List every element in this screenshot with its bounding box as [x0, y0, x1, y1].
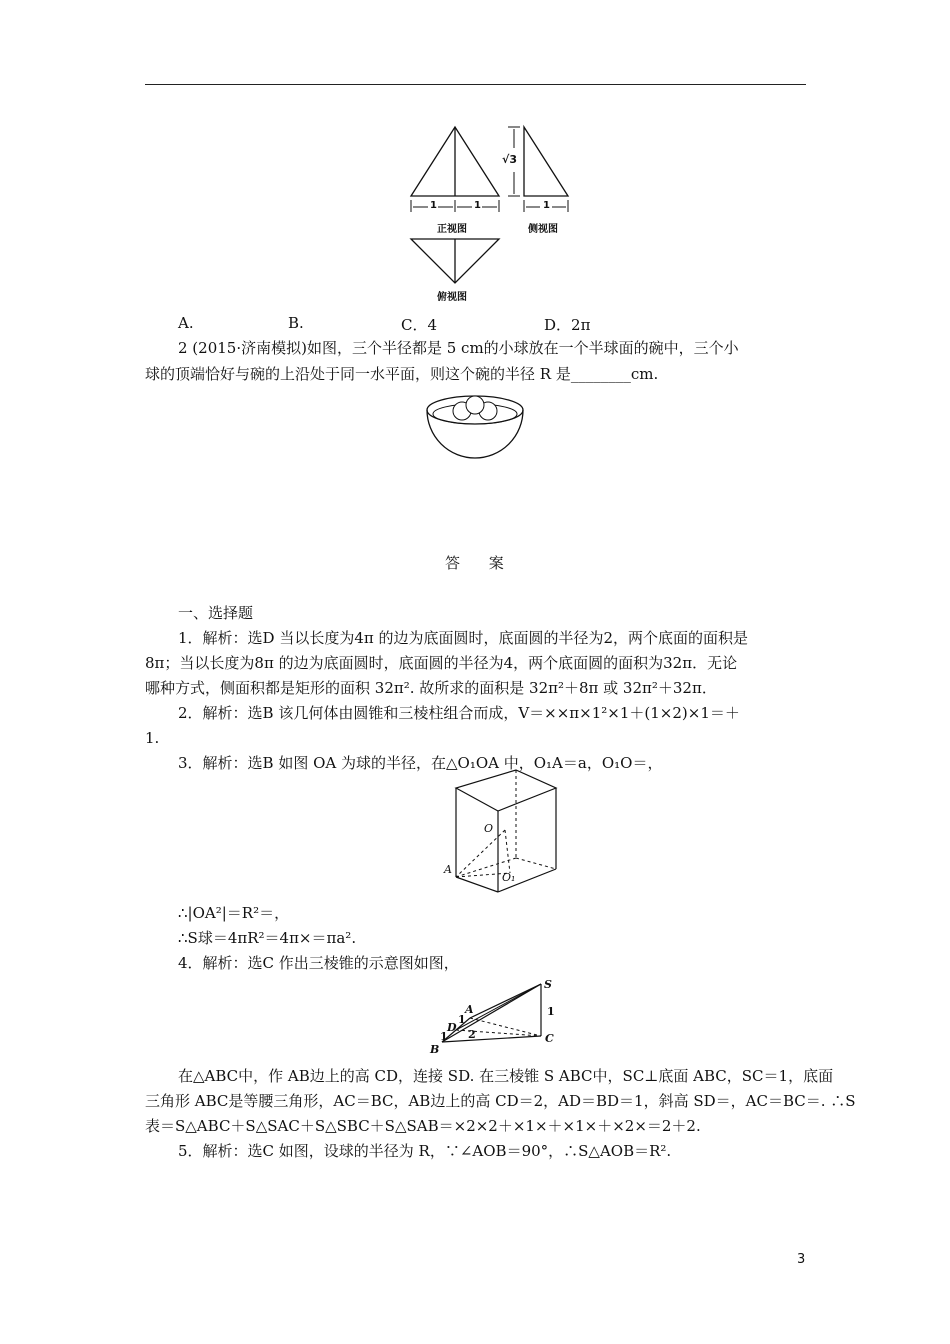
label-s: S — [544, 978, 552, 991]
label-o: O — [484, 822, 494, 835]
label-c: C — [545, 1032, 554, 1045]
answer1-line1: 1．解析：选D 当以长度为4π 的边为底面圆时，底面圆的半径为2，两个底面的面积是 — [178, 629, 749, 647]
label-d: D — [447, 1021, 457, 1034]
label-o1: O₁ — [502, 871, 516, 884]
dim-left: 1 — [430, 200, 437, 211]
option-a: A. — [178, 314, 194, 332]
option-b: B. — [288, 314, 304, 332]
question2-line2: 球的顶端恰好与碗的上沿处于同一水平面，则这个碗的半径 R 是________cm. — [145, 365, 659, 383]
label-one-ad: 1 — [458, 1013, 466, 1026]
answer2-line2: 1. — [145, 729, 160, 747]
dim-right: 1 — [474, 200, 481, 211]
answer1-line3: 哪种方式，侧面积都是矩形的面积 32π². 故所求的面积是 32π²＋8π 或 32π²＋32π． — [145, 679, 717, 697]
label-one-db: 1 — [440, 1030, 448, 1043]
section-heading: 一、选择题 — [178, 604, 254, 622]
label-a: A — [444, 863, 452, 876]
answer5-line1: 5．解析：选C 如图，设球的半径为 R，∵∠AOB＝90°，∴S△AOB＝R². — [178, 1142, 672, 1160]
question2-line1: 2 (2015·济南模拟)如图，三个半径都是 5 cm的小球放在一个半球面的碗中，三个小 — [178, 339, 739, 357]
dim-side: 1 — [543, 200, 550, 211]
answer1-line2: 8π；当以长度为8π 的边为底面圆时，底面圆的半径为4，两个底面圆的面积为32π．无论 — [145, 654, 738, 672]
answer4-line4: 表＝S△ABC＋S△SAC＋S△SBC＋S△SAB＝×2×2＋×1×＋×1×＋×2×＝2＋2. — [145, 1117, 701, 1135]
answer3-line2: ∴|OA²|＝R²＝， — [178, 904, 290, 922]
option-c: C．4 — [401, 316, 438, 334]
answer4-line3: 三角形 ABC是等腰三角形，AC＝BC，AB边上的高 CD＝2，AD＝BD＝1，斜高 SD＝，AC＝BC＝. ∴S — [145, 1092, 856, 1110]
front-view-caption: 正视图 — [437, 224, 467, 235]
answer3-line1: 3．解析：选B 如图 OA 为球的半径，在△O₁OA 中，O₁A＝a，O₁O＝， — [178, 754, 663, 772]
answer2-line1: 2．解析：选B 该几何体由圆锥和三棱柱组合而成，V＝××π×1²×1＋(1×2)×1＝＋ — [178, 704, 740, 722]
top-view-caption: 俯视图 — [437, 292, 467, 303]
side-view-caption: 侧视图 — [528, 224, 558, 235]
label-one-sc: 1 — [547, 1005, 555, 1018]
answer4-line1: 4．解析：选C 作出三棱锥的示意图如图， — [178, 954, 459, 972]
option-d: D．2π — [544, 316, 591, 334]
label-pa: A — [465, 1003, 474, 1016]
label-two: 2 — [468, 1028, 476, 1041]
answer3-line3: ∴S球＝4πR²＝4π×＝πa². — [178, 929, 357, 947]
answer-title: 答 案 — [445, 554, 516, 572]
dim-height: √3 — [502, 153, 517, 166]
page-number: 3 — [797, 1252, 806, 1267]
answer4-line2: 在△ABC中，作 AB边上的高 CD，连接 SD. 在三棱锥 S ABC中，SC⊥底面 ABC，SC＝1，底面 — [178, 1067, 834, 1085]
label-b: B — [430, 1043, 440, 1056]
